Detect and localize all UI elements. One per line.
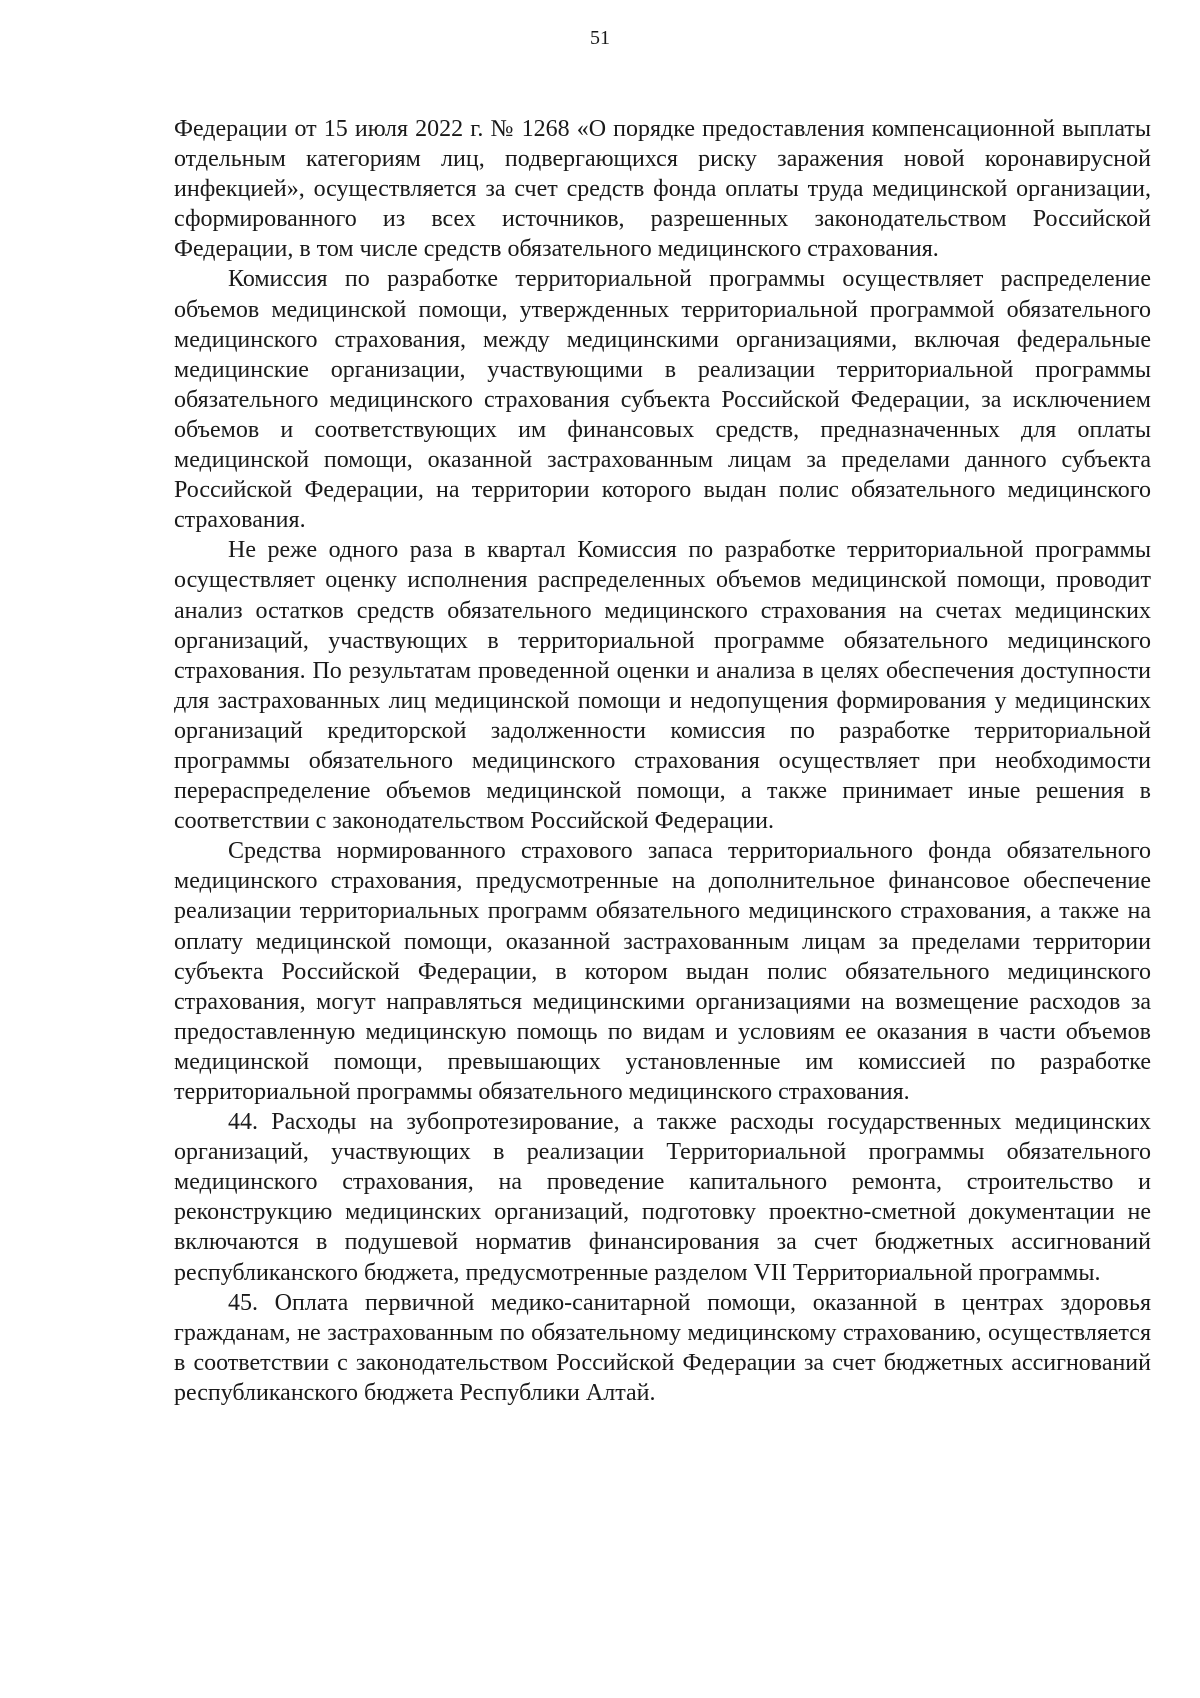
page-number: 51 — [590, 27, 610, 49]
paragraph-quarterly-assessment: Не реже одного раза в квартал Комиссия по разработке территориальной программы осуществляет оценку исполнения распределенных объемов медицинской помощи, проводит анализ остатков средств обязательного медицинского страхования на счетах медицинских организаций, участвующих в территориальной программе обязательного медицинского страхования. По результатам проведенной оценки и анализа в целях обеспечения доступности для застрахованных лиц медицинской помощи и недопущения формирования у медицинских организаций кредиторской задолженности комиссия по разработке территориальной программы обязательного медицинского страхования осуществляет при необходимости перераспределение объемов медицинской помощи, а также принимает иные решения в соответствии с законодательством Российской Федерации. — [174, 537, 1151, 835]
paragraph-commission-distribution: Комиссия по разработке территориальной программы осуществляет распределение объемов медицинской помощи, утвержденных территориальной программой обязательного медицинского страхования, между медицинскими организациями, включая федеральные медицинские организации, участвующими в реализации территориальной программы обязательного медицинского страхования субъекта Российской Федерации, за исключением объемов и соответствующих им финансовых средств, предназначенных для оплаты медицинской помощи, оказанной застрахованным лицам за пределами данного субъекта Российской Федерации, на территории которого выдан полис обязательного медицинского страхования. — [174, 266, 1151, 534]
paragraph-continuation: Федерации от 15 июля 2022 г. № 1268 «О порядке предоставления компенсационной выплаты отдельным категориям лиц, подвергающихся риску заражения новой коронавирусной инфекцией», осуществляется за счет средств фонда оплаты труда медицинской организации, сформированного из всех источников, разрешенных законодательством Российской Федерации, в том числе средств обязательного медицинского страхования. — [174, 116, 1151, 263]
paragraph-item-45: 45. Оплата первичной медико-санитарной помощи, оказанной в центрах здоровья гражданам, не застрахованным по обязательному медицинскому страхованию, осуществляется в соответствии с законодательством Российской Федерации за счет бюджетных ассигнований республиканского бюджета Республики Алтай. — [174, 1289, 1151, 1406]
document-body — [174, 114, 1151, 1408]
paragraph-insurance-reserve: Средства нормированного страхового запаса территориального фонда обязательного медицинского страхования, предусмотренные на дополнительное финансовое обеспечение реализации территориальных программ обязательного медицинского страхования, а также на оплату медицинской помощи, оказанной застрахованным лицам за пределами территории субъекта Российской Федерации, в котором выдан полис обязательного медицинского страхования, могут направляться медицинскими организациями на возмещение расходов за предоставленную медицинскую помощь по видам и условиям ее оказания в части объемов медицинской помощи, превышающих установленные им комиссией по разработке территориальной программы обязательного медицинского страхования. — [174, 838, 1151, 1105]
paragraph-item-44: 44. Расходы на зубопротезирование, а также расходы государственных медицинских организаций, участвующих в реализации Территориальной программы обязательного медицинского страхования, на проведение капитального ремонта, строительство и реконструкцию медицинских организаций, подготовку проектно-сметной документации не включаются в подушевой норматив финансирования за счет бюджетных ассигнований республиканского бюджета, предусмотренные разделом VII Территориальной программы. — [174, 1109, 1151, 1286]
